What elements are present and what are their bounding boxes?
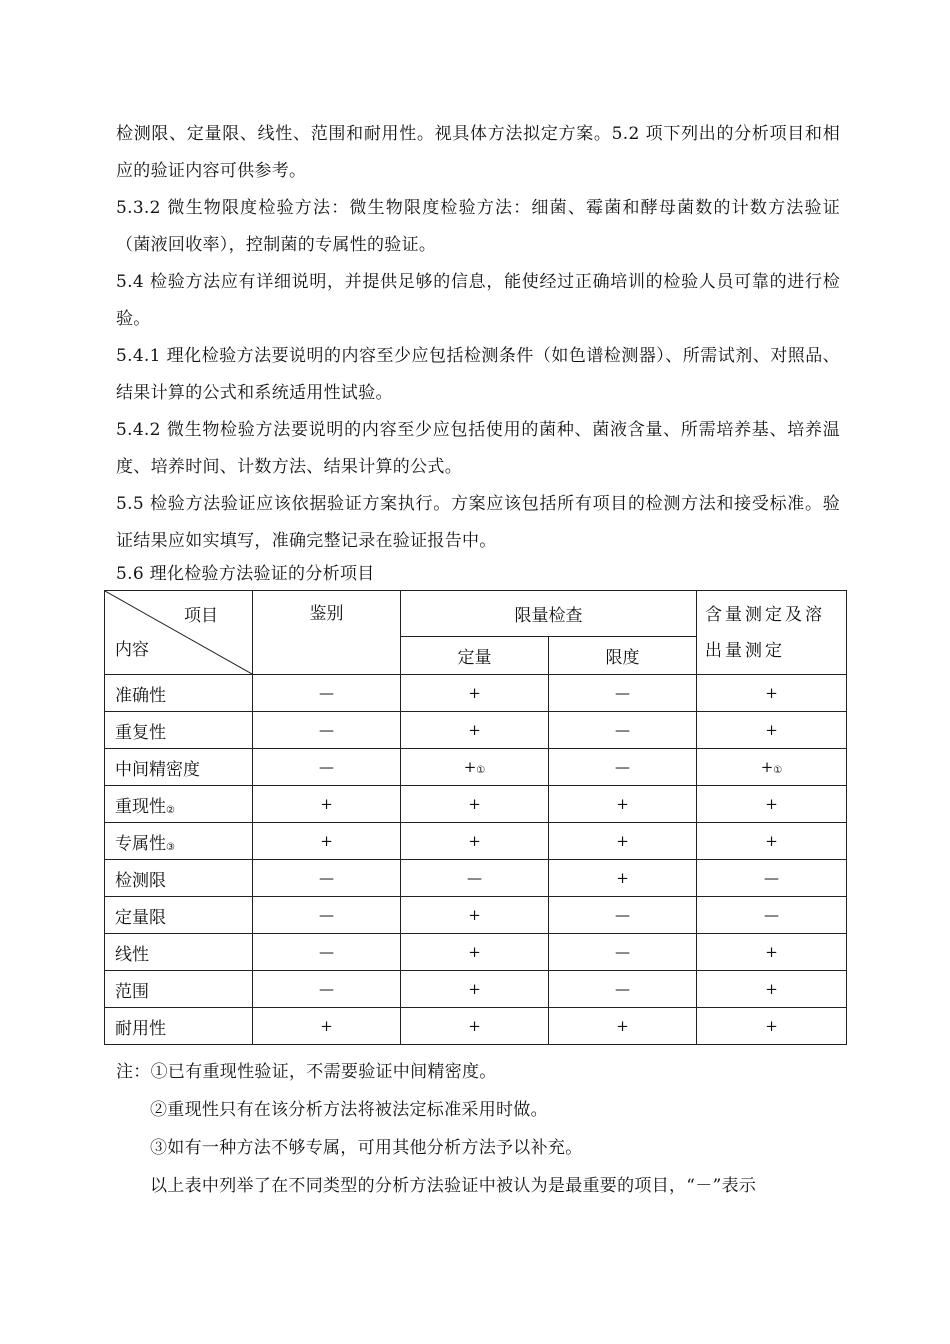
cell-value: + <box>320 1017 333 1035</box>
table-row <box>105 934 847 971</box>
cell-value: + <box>468 684 481 702</box>
cell-c4 <box>697 749 847 786</box>
cell-c4 <box>697 860 847 897</box>
cell-value: + <box>468 795 481 813</box>
cell-value: — <box>467 869 482 887</box>
cell-value: + <box>765 943 778 961</box>
cell-c1 <box>253 971 401 1008</box>
cell-value: — <box>319 684 334 702</box>
cell-c2 <box>401 860 549 897</box>
corner-header-items: 项目 <box>184 606 218 626</box>
footnote-3: ③如有一种方法不够专属，可用其他分析方法予以补充。 <box>150 1138 583 1158</box>
footnote-2: ②重现性只有在该分析方法将被法定标准采用时做。 <box>150 1100 548 1120</box>
cell-c4 <box>697 675 847 712</box>
cell-value: + <box>468 721 481 739</box>
cell-value: + <box>765 832 778 850</box>
paragraph-validation-items: 检测限、定量限、线性、范围和耐用性。视具体方法拟定方案。5.2 项下列出的分析项目和相应的验证内容可供参考。 <box>116 124 840 181</box>
row-label-cell <box>105 712 253 749</box>
cell-value: + <box>468 943 481 961</box>
row-label: 检测限 <box>115 870 166 891</box>
header-limit-test: 限量检查 <box>401 591 697 637</box>
cell-value: + <box>765 980 778 998</box>
cell-c3 <box>549 897 697 934</box>
row-label-cell <box>105 1008 253 1045</box>
table-header-row <box>105 591 847 637</box>
cell-value: — <box>764 869 779 887</box>
cell-c1 <box>253 712 401 749</box>
cell-value: + <box>616 795 629 813</box>
closing-paragraph: 以上表中列举了在不同类型的分析方法验证中被认为是最重要的项目，“－”表示 <box>150 1176 757 1196</box>
cell-value: — <box>319 943 334 961</box>
row-label: 线性 <box>115 944 149 965</box>
cell-c4 <box>697 934 847 971</box>
diagonal-line <box>105 591 252 674</box>
row-label-cell <box>105 971 253 1008</box>
cell-c3 <box>549 971 697 1008</box>
cell-value: — <box>319 758 334 776</box>
cell-c3 <box>549 712 697 749</box>
cell-c1 <box>253 675 401 712</box>
table-row <box>105 860 847 897</box>
table-row <box>105 749 847 786</box>
cell-value: + <box>320 795 333 813</box>
header-quantitative: 定量 <box>401 637 549 675</box>
cell-c2 <box>401 823 549 860</box>
row-label-cell <box>105 786 253 823</box>
row-label: 重现性 <box>115 796 166 817</box>
cell-value: — <box>615 721 630 739</box>
cell-value: + <box>765 721 778 739</box>
cell-value: + <box>468 832 481 850</box>
cell-c2 <box>401 1008 549 1045</box>
cell-footnote-mark: ① <box>476 765 486 776</box>
cell-c4 <box>697 786 847 823</box>
cell-value: + <box>320 832 333 850</box>
cell-value: + <box>760 758 774 776</box>
cell-c3 <box>549 934 697 971</box>
cell-c4 <box>697 712 847 749</box>
cell-footnote-mark: ① <box>773 765 783 776</box>
cell-value: + <box>468 980 481 998</box>
row-label: 耐用性 <box>115 1018 166 1039</box>
cell-c1 <box>253 749 401 786</box>
row-label-cell <box>105 823 253 860</box>
cell-value: + <box>616 869 629 887</box>
cell-c2 <box>401 971 549 1008</box>
cell-value: + <box>616 832 629 850</box>
footnote-1: 注：①已有重现性验证，不需要验证中间精密度。 <box>116 1062 497 1082</box>
cell-c4 <box>697 1008 847 1045</box>
cell-value: — <box>319 869 334 887</box>
paragraph-5-4-1: 5.4.1 理化检验方法要说明的内容至少应包括检测条件（如色谱检测器）、所需试剂、对照品、结果计算的公式和系统适用性试验。 <box>116 346 840 403</box>
cell-c2 <box>401 749 549 786</box>
cell-value: — <box>615 906 630 924</box>
cell-c1 <box>253 934 401 971</box>
row-footnote-mark: ③ <box>166 841 175 853</box>
cell-value: — <box>319 721 334 739</box>
row-label-cell <box>105 897 253 934</box>
row-label-cell <box>105 934 253 971</box>
cell-value: — <box>319 980 334 998</box>
paragraph-5-5: 5.5 检验方法验证应该依据验证方案执行。方案应该包括所有项目的检测方法和接受标准。验证结果应如实填写，准确完整记录在验证报告中。 <box>116 494 840 551</box>
table-row <box>105 712 847 749</box>
cell-c1 <box>253 1008 401 1045</box>
table-row <box>105 786 847 823</box>
cell-value: + <box>765 684 778 702</box>
cell-c4 <box>697 823 847 860</box>
validation-items-table <box>104 590 847 1045</box>
cell-c2 <box>401 675 549 712</box>
cell-c1 <box>253 897 401 934</box>
cell-c3 <box>549 749 697 786</box>
cell-c3 <box>549 786 697 823</box>
cell-value: + <box>765 1017 778 1035</box>
cell-value: + <box>468 906 481 924</box>
cell-value: — <box>615 943 630 961</box>
cell-c3 <box>549 675 697 712</box>
header-identification: 鉴别 <box>253 591 401 675</box>
row-label: 定量限 <box>115 907 166 928</box>
row-label-cell <box>105 675 253 712</box>
cell-c3 <box>549 823 697 860</box>
section-heading-5-6: 5.6 理化检验方法验证的分析项目 <box>116 564 375 584</box>
row-footnote-mark: ② <box>166 804 175 816</box>
row-label: 范围 <box>115 981 149 1002</box>
cell-c1 <box>253 786 401 823</box>
table-row <box>105 1008 847 1045</box>
cell-c2 <box>401 934 549 971</box>
paragraph-5-4-2: 5.4.2 微生物检验方法要说明的内容至少应包括使用的菌种、菌液含量、所需培养基、培养温度、培养时间、计数方法、结果计算的公式。 <box>116 420 840 477</box>
row-label-cell <box>105 860 253 897</box>
table-row <box>105 971 847 1008</box>
cell-c2 <box>401 897 549 934</box>
paragraph-5-4: 5.4 检验方法应有详细说明，并提供足够的信息，能使经过正确培训的检验人员可靠的进行检验。 <box>116 272 840 329</box>
cell-value: + <box>616 1017 629 1035</box>
cell-value: — <box>615 758 630 776</box>
table-row <box>105 897 847 934</box>
cell-value: — <box>615 980 630 998</box>
table-row <box>105 675 847 712</box>
table-corner-cell <box>105 591 253 675</box>
row-label: 中间精密度 <box>115 759 200 780</box>
row-label-cell <box>105 749 253 786</box>
table-row <box>105 823 847 860</box>
corner-header-content: 内容 <box>115 640 149 660</box>
cell-value: + <box>463 758 477 776</box>
cell-c4 <box>697 971 847 1008</box>
cell-c4 <box>697 897 847 934</box>
cell-value: + <box>468 1017 481 1035</box>
cell-c2 <box>401 786 549 823</box>
cell-value: — <box>764 906 779 924</box>
paragraph-5-3-2: 5.3.2 微生物限度检验方法：微生物限度检验方法：细菌、霉菌和酵母菌数的计数方法验证（菌液回收率），控制菌的专属性的验证。 <box>116 198 840 255</box>
header-assay-dissolution: 含量测定及溶出量测定 <box>697 591 847 675</box>
cell-c3 <box>549 1008 697 1045</box>
cell-c1 <box>253 860 401 897</box>
row-label: 重复性 <box>115 722 166 743</box>
cell-c2 <box>401 712 549 749</box>
cell-value: — <box>615 684 630 702</box>
cell-value: + <box>765 795 778 813</box>
row-label: 专属性 <box>115 833 166 854</box>
cell-c1 <box>253 823 401 860</box>
row-label: 准确性 <box>115 685 166 706</box>
cell-value: — <box>319 906 334 924</box>
cell-c3 <box>549 860 697 897</box>
header-limit: 限度 <box>549 637 697 675</box>
